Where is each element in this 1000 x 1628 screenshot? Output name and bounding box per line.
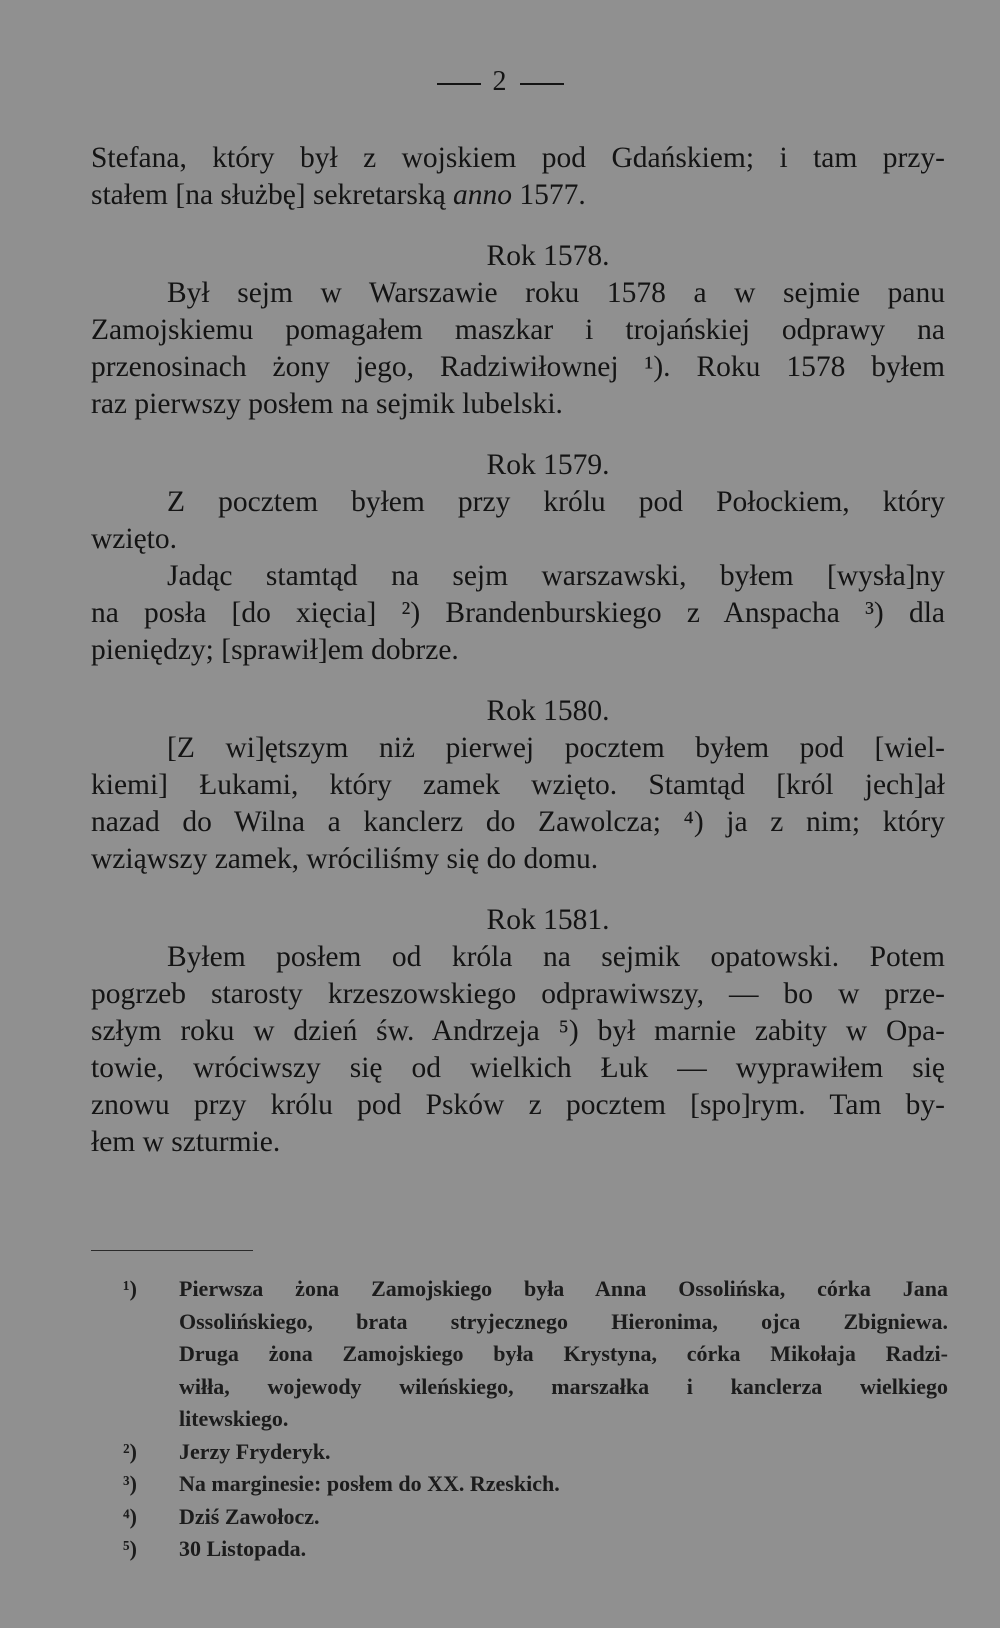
text-line: znowu przy królu pod Psków z pocztem [spo]rym. Tam by- <box>91 1089 945 1121</box>
text-line: Byłem posłem od króla na sejmik opatowski. Potem <box>167 941 945 973</box>
text-line: szłym roku w dzień św. Andrzeja ⁵) był marnie zabity w Opa- <box>91 1015 945 1047</box>
footnote-mark: ²) <box>123 1438 137 1464</box>
text-line: wzięto. <box>91 523 178 555</box>
footnote-mark: ⁴) <box>123 1503 137 1529</box>
text-line: nazad do Wilna a kanclerz do Zawolcza; ⁴) ja z nim; który <box>91 806 945 838</box>
text-line: przenosinach żony jego, Radziwiłownej ¹). Roku 1578 byłem <box>91 351 945 383</box>
footnote-line: wiłła, wojewody wileńskiego, marszałka i kanclerza wielkiego <box>179 1373 948 1399</box>
footnote <box>123 1501 948 1534</box>
text-line: Stefana, który był z wojskiem pod Gdańskiem; i tam przy- <box>91 142 945 174</box>
footnote <box>123 1468 948 1501</box>
text-line: łem w szturmie. <box>91 1126 281 1158</box>
text-line: pogrzeb starosty krzeszowskiego odprawiwszy, — bo w prze- <box>91 978 945 1010</box>
text-line: na posła [do xięcia] ²) Brandenburskiego z Anspacha ³) dla <box>91 597 945 629</box>
footnote-line: Dziś Zawołocz. <box>179 1503 320 1529</box>
text-line: Z pocztem byłem przy królu pod Połockiem, który <box>167 486 945 518</box>
text-line: wziąwszy zamek, wróciliśmy się do domu. <box>91 843 599 875</box>
footnote-line: Pierwsza żona Zamojskiego była Anna Ossolińska, córka Jana <box>179 1276 948 1301</box>
year-heading: Rok 1578. <box>486 240 610 272</box>
footnote-line: Jerzy Fryderyk. <box>179 1438 331 1464</box>
footnote <box>123 1273 948 1436</box>
text-line: Zamojskiemu pomagałem maszkar i trojańskiej odprawy na <box>91 314 945 346</box>
text-line: [Z wi]ętszym niż pierwej pocztem byłem pod [wiel- <box>167 732 945 764</box>
year-heading: Rok 1581. <box>486 904 610 936</box>
page-number <box>0 66 1000 98</box>
footnote <box>123 1533 948 1566</box>
main-text <box>91 140 945 1161</box>
text-line <box>91 177 945 214</box>
text-line: pieniędzy; [sprawił]em dobrze. <box>91 634 459 666</box>
text-line: kiemi] Łukami, który zamek wzięto. Stamtąd [król jech]ał <box>91 769 945 801</box>
footnote-line: Druga żona Zamojskiego była Krystyna, córka Mikołaja Radzi- <box>179 1341 948 1366</box>
footnote-line: 30 Listopada. <box>179 1536 307 1561</box>
text-line: towie, wróciwszy się od wielkich Łuk — wyprawiłem się <box>91 1052 945 1084</box>
year-heading: Rok 1579. <box>486 449 610 481</box>
page-number-value: 2 <box>492 66 508 97</box>
text-line: Jadąc stamtąd na sejm warszawski, byłem [wysła]ny <box>167 560 945 592</box>
footnote <box>123 1436 948 1469</box>
footnote-rule <box>91 1250 253 1251</box>
footnote-line: litewskiego. <box>179 1406 289 1431</box>
footnotes <box>123 1273 948 1566</box>
footnote-mark: ³) <box>123 1471 137 1496</box>
year-heading: Rok 1580. <box>486 695 610 727</box>
dash-left <box>437 83 481 85</box>
footnote-line: Ossolińskiego, brata stryjecznego Hieronima, ojca Zbigniewa. <box>179 1308 948 1334</box>
text-line: raz pierwszy posłem na sejmik lubelski. <box>91 388 563 420</box>
footnote-line: Na marginesie: posłem do XX. Rzeskich. <box>179 1471 560 1496</box>
text-line: Był sejm w Warszawie roku 1578 a w sejmie panu <box>167 277 945 309</box>
dash-right <box>520 83 564 85</box>
footnote-mark: ⁵) <box>123 1536 137 1561</box>
footnote-mark: ¹) <box>123 1276 137 1301</box>
text-line-italic-part: stałem [na służbę] sekretarską anno 1577. <box>91 179 586 211</box>
